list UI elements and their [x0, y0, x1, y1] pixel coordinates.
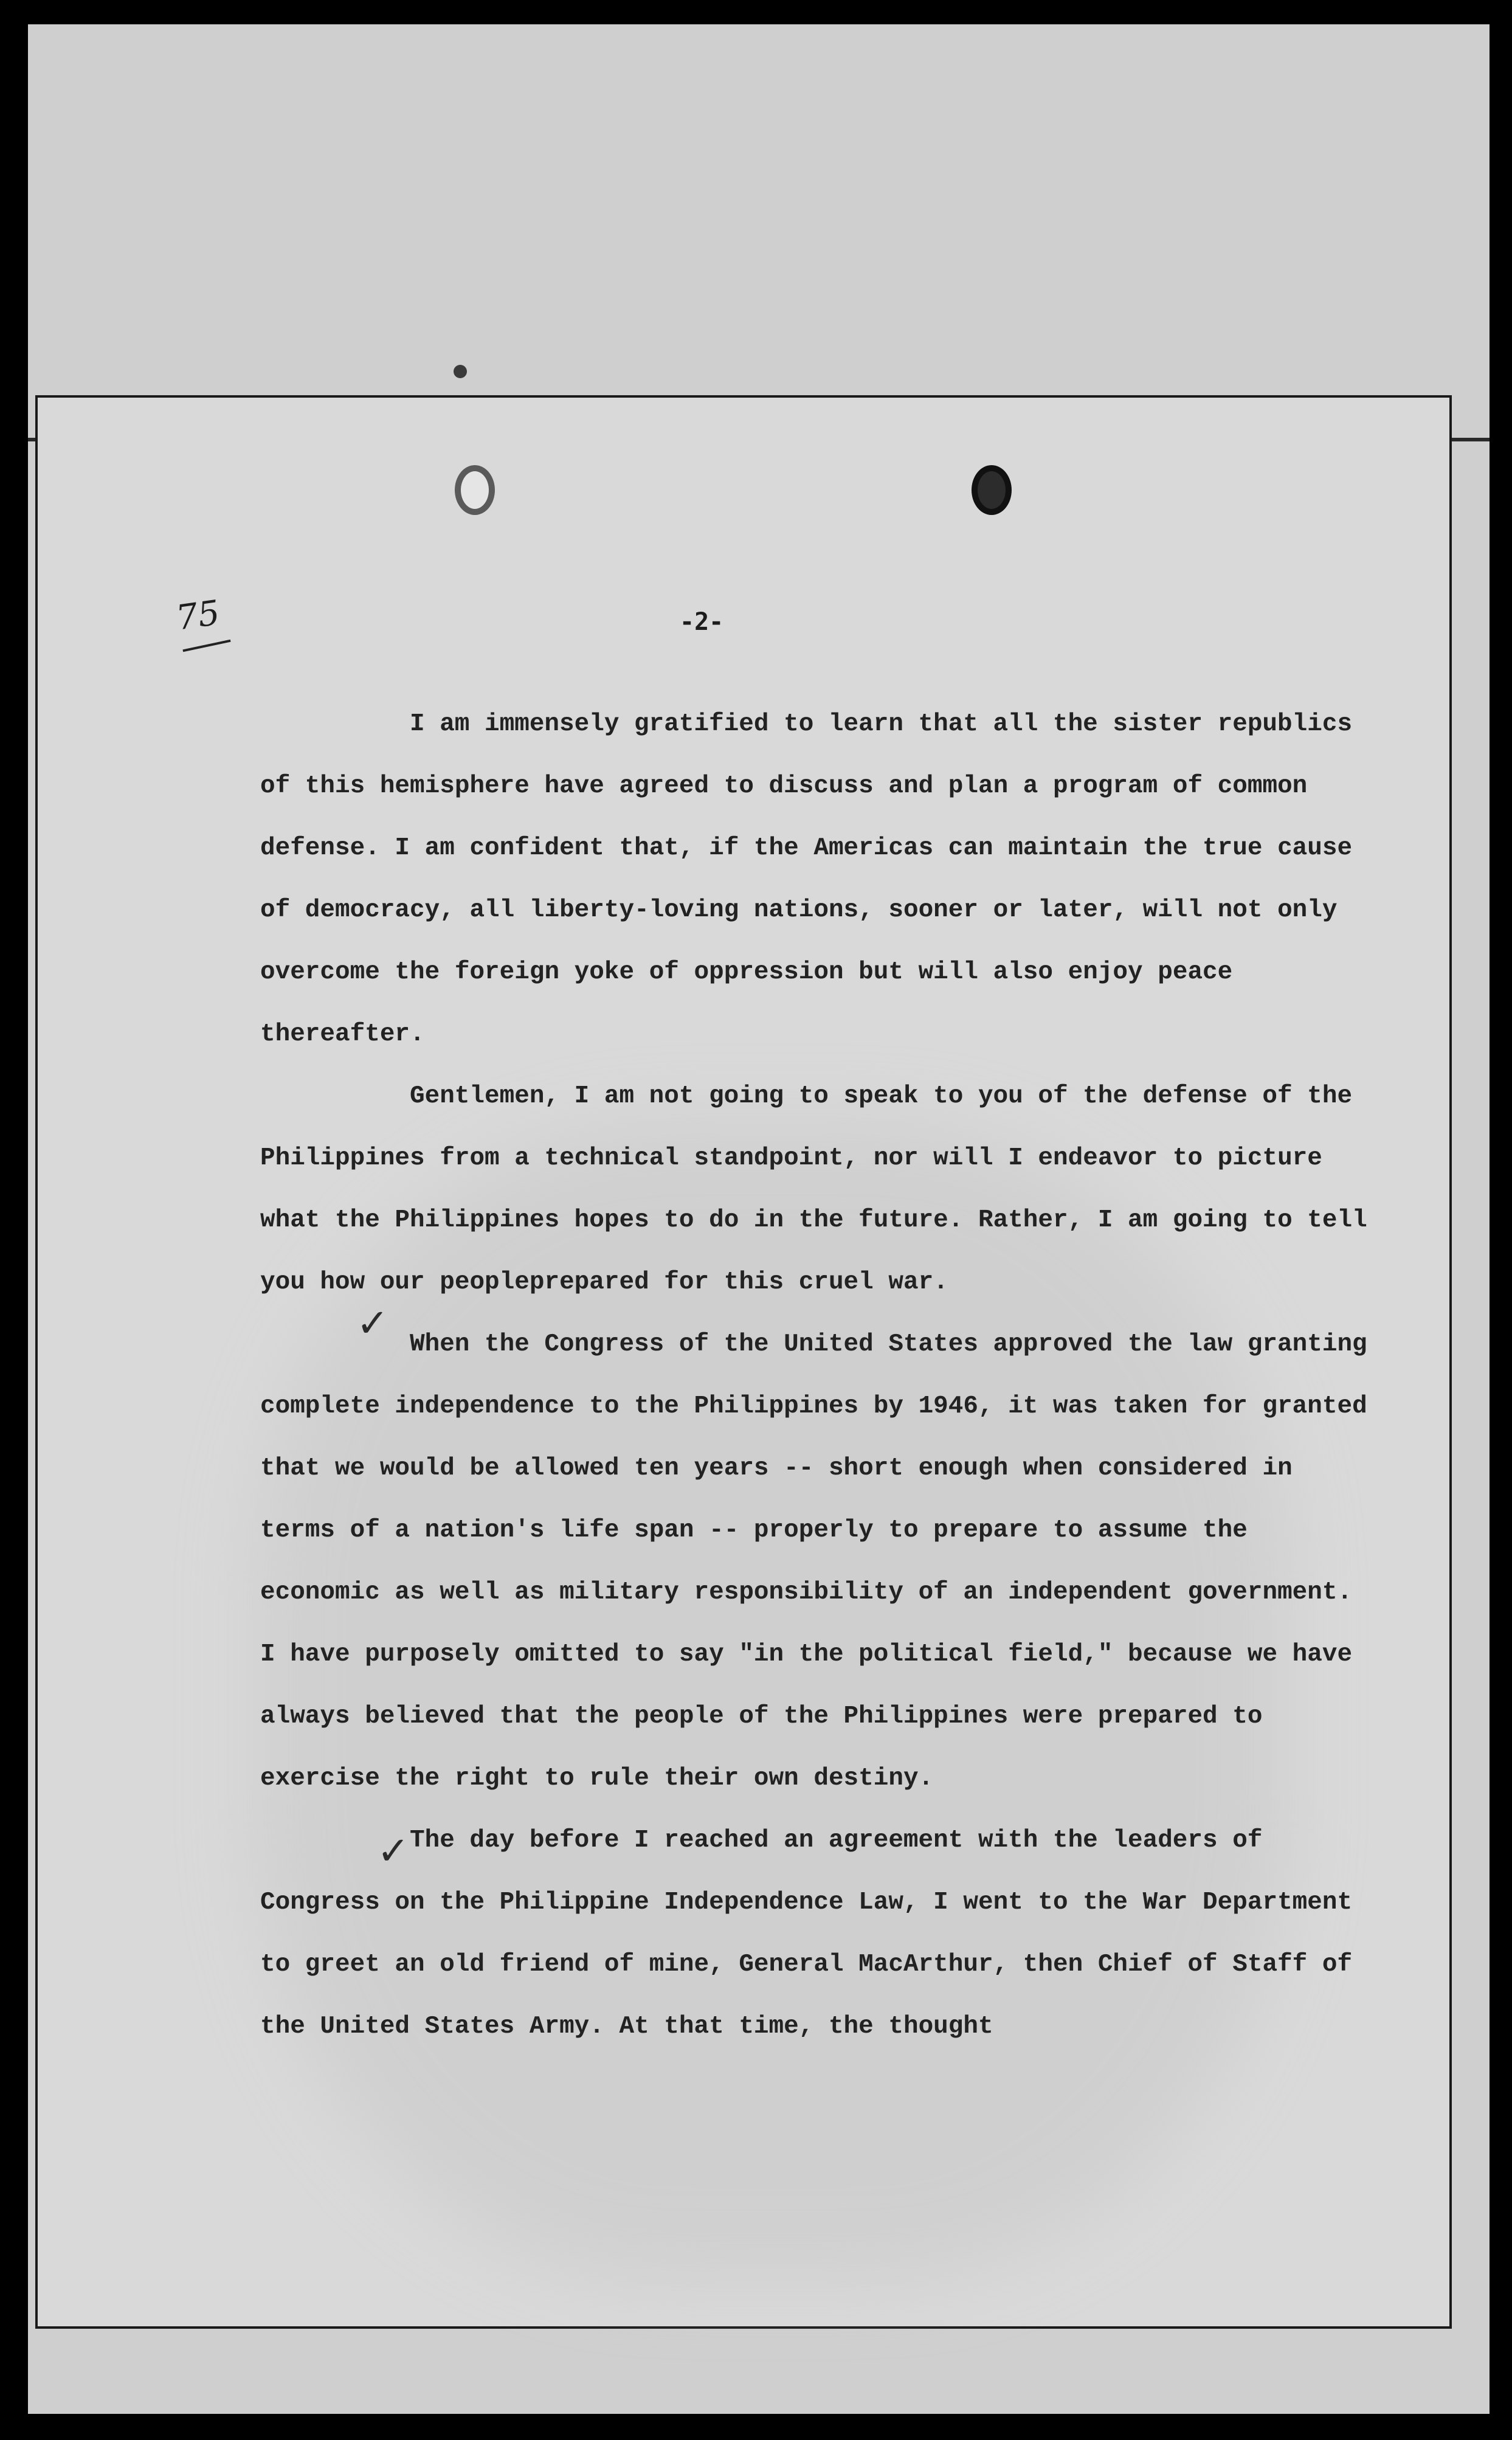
handwritten-folio-number: 75 — [173, 593, 223, 638]
typed-page — [35, 395, 1452, 2329]
page-number: -2- — [680, 608, 724, 636]
paragraph: I am immensely gratified to learn that all the sister republics of this hemisphere have agreed to discuss and plan a program of common defense. I am confident that, if the Americas can maintain the true cause of democracy, all liberty-loving nations, sooner or later, will not only overcome the foreign yoke of oppression but will also enjoy peace thereafter. — [260, 710, 1353, 1048]
typed-body — [260, 693, 1379, 2058]
punch-hole-left — [455, 465, 495, 515]
paragraph: When the Congress of the United States approved the law granting complete independence to the Philippines by 1946, it was taken for granted that we would be allowed ten years -- short enough when considered in terms of a nation's life span -- properly to prepare to assume the economic as well as military responsibility of an independent government. I have purposely omitted to say "in the political field," because we have always believed that the people of the Philippines were prepared to exercise the right to rule their own destiny. — [260, 1330, 1367, 1792]
paragraph: The day before I reached an agreement with the leaders of Congress on the Philippine Independence Law, I went to the War Department to greet an old friend of mine, General MacArthur, then Chief of Staff of the United States Army. At that time, the thought — [260, 1827, 1353, 2041]
checkmark-icon: ✓ — [356, 1301, 389, 1346]
ink-spot — [454, 365, 467, 378]
folio-underline — [182, 640, 230, 652]
paragraph: Gentlemen, I am not going to speak to you of the defense of the Philippines from a technical standpoint, nor will I endeavor to picture what the Philippines hopes to do in the future. Rather, I am going to tell you how our peopleprepared for this cruel war. — [260, 1082, 1367, 1296]
checkmark-icon: ✓ — [377, 1829, 410, 1874]
punch-hole-right — [972, 465, 1012, 515]
